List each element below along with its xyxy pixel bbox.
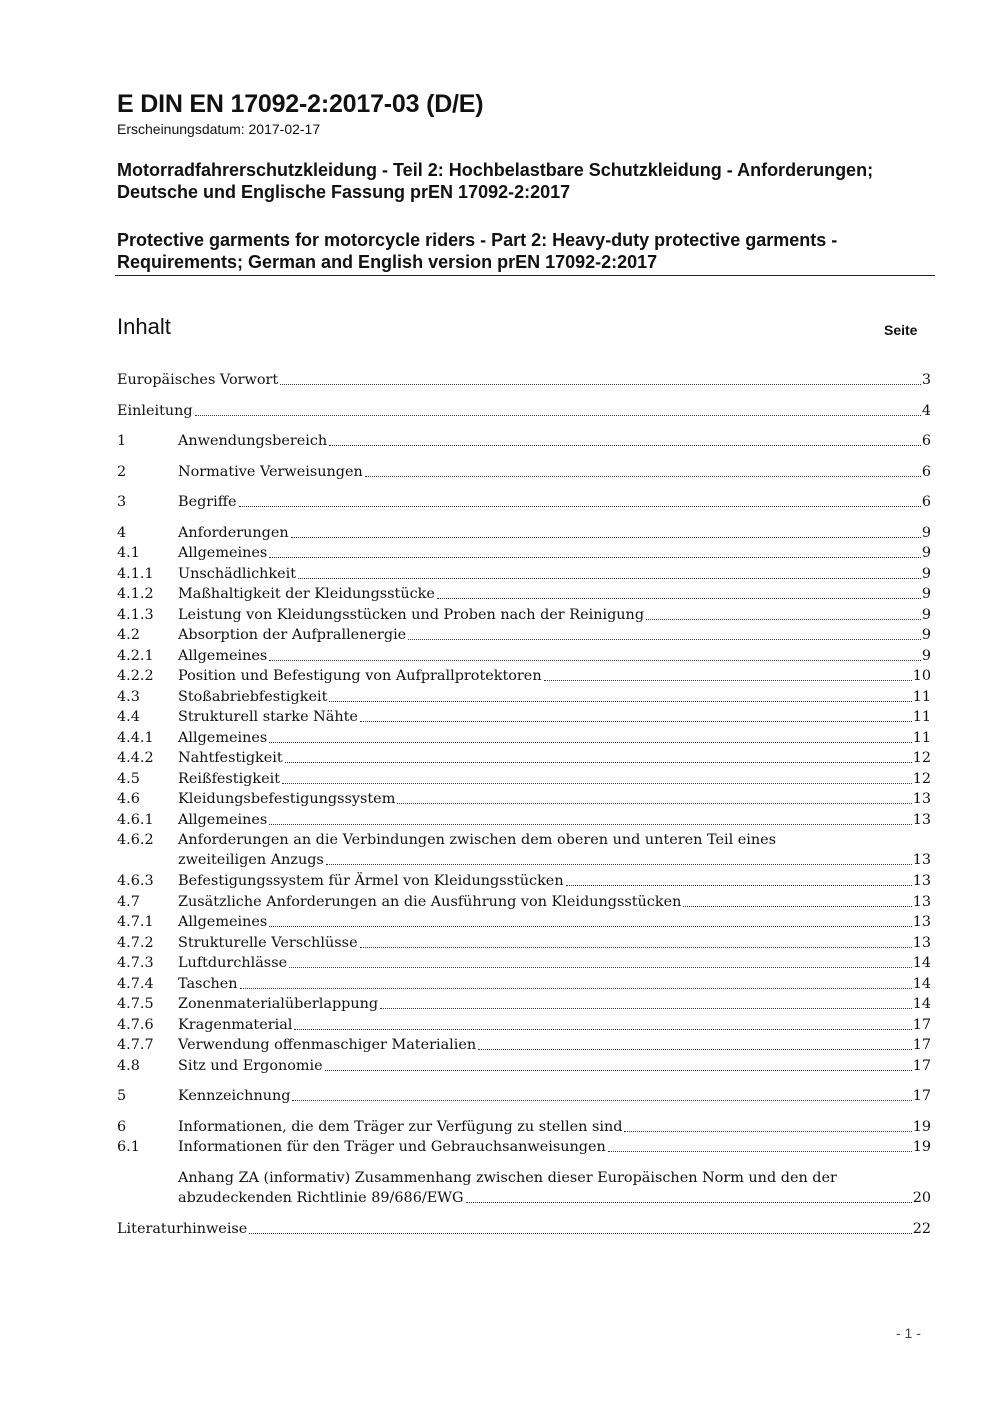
toc-entry-title: Allgemeines xyxy=(178,914,268,930)
toc-dot-leader xyxy=(294,1029,911,1030)
toc-entry-number: 4.1.1 xyxy=(117,566,154,582)
toc-entry-page: 10 xyxy=(912,668,931,684)
toc-entry-title-continuation: zweiteiligen Anzugs xyxy=(178,852,324,868)
toc-entry-page: 12 xyxy=(912,771,931,787)
toc-entry[interactable] xyxy=(117,646,931,666)
toc-entry-number: 4.1.2 xyxy=(117,586,154,602)
toc-entry-number: 4.7.1 xyxy=(117,914,154,930)
toc-entry-title: Sitz und Ergonomie xyxy=(178,1058,323,1074)
toc-entry-page: 13 xyxy=(912,914,931,930)
toc-page-column-label: Seite xyxy=(884,322,918,338)
toc-entry[interactable] xyxy=(117,748,931,768)
toc-entry[interactable] xyxy=(117,810,931,830)
toc-entry-number: 4.1 xyxy=(117,545,140,561)
toc-entry-page: 17 xyxy=(912,1088,931,1104)
toc-dot-leader xyxy=(437,598,921,599)
toc-entry-title: Taschen xyxy=(178,976,238,992)
toc-entry-title-continuation: abzudeckenden Richtlinie 89/686/EWG xyxy=(178,1190,464,1206)
toc-entry-page: 12 xyxy=(912,750,931,766)
toc-entry-number: 5 xyxy=(117,1088,127,1104)
toc-dot-leader xyxy=(360,947,912,948)
toc-dot-leader xyxy=(624,1131,911,1132)
title-english: Protective garments for motorcycle riders - Part 2: Heavy-duty protective garments - Requirements; German and English version prEN 17092-2:2017 xyxy=(117,230,838,272)
toc-entry-page: 3 xyxy=(921,372,931,388)
toc-entry[interactable] xyxy=(117,666,931,686)
toc-entry-number: 1 xyxy=(117,433,127,449)
toc-entry-page: 9 xyxy=(921,607,931,623)
toc-entry-number xyxy=(117,1168,178,1188)
toc-entry[interactable] xyxy=(117,1035,931,1055)
toc-entry-page: 13 xyxy=(912,812,931,828)
toc-dot-leader xyxy=(282,783,912,784)
toc-entry-number: 4.4 xyxy=(117,709,140,725)
toc-entry-number: 4.7.5 xyxy=(117,996,154,1012)
toc-entry[interactable] xyxy=(117,892,931,912)
toc-entry-page: 9 xyxy=(921,648,931,664)
toc-dot-leader xyxy=(380,1008,912,1009)
toc-entry-number: 6.1 xyxy=(117,1139,140,1155)
toc-dot-leader xyxy=(285,762,912,763)
toc-entry[interactable] xyxy=(117,830,931,850)
toc-entry[interactable] xyxy=(117,492,931,512)
toc-entry-title: Informationen, die dem Träger zur Verfügung zu stellen sind xyxy=(178,1119,623,1135)
toc-entry-number: 4.6 xyxy=(117,791,140,807)
toc-entry-continuation[interactable] xyxy=(117,1188,931,1208)
toc-entry[interactable] xyxy=(117,1117,931,1137)
toc-entry-page: 13 xyxy=(912,935,931,951)
toc-entry-page: 13 xyxy=(912,894,931,910)
toc-entry-page: 13 xyxy=(912,852,931,868)
toc-entry-title: Stoßabriebfestigkeit xyxy=(178,689,328,705)
toc-entry[interactable] xyxy=(117,1137,931,1157)
toc-dot-leader xyxy=(408,639,921,640)
toc-entry-number: 4.8 xyxy=(117,1058,140,1074)
toc-entry-page: 6 xyxy=(921,433,931,449)
toc-entry-title: Anwendungsbereich xyxy=(178,433,328,449)
title-divider xyxy=(115,275,935,276)
toc-dot-leader xyxy=(365,476,921,477)
toc-entry-number: 4.7 xyxy=(117,894,140,910)
toc-entry-number: 4.2.1 xyxy=(117,648,154,664)
document-id: E DIN EN 17092-2:2017-03 (D/E) xyxy=(117,90,484,118)
footer-page-number: - 1 - xyxy=(896,1325,921,1341)
toc-entry-number: 4.7.6 xyxy=(117,1017,154,1033)
toc-entry[interactable] xyxy=(117,564,931,584)
toc-entry-title: Zonenmaterialüberlappung xyxy=(178,996,379,1012)
toc-entry-number: 4.2 xyxy=(117,627,140,643)
toc-entry-number: 6 xyxy=(117,1119,127,1135)
toc-dot-leader xyxy=(329,445,921,446)
toc-entry[interactable] xyxy=(117,1015,931,1035)
toc-entry[interactable] xyxy=(117,933,931,953)
toc-dot-leader xyxy=(325,1070,912,1071)
toc-entry[interactable] xyxy=(117,605,931,625)
toc-dot-leader xyxy=(326,864,912,865)
toc-entry-page: 17 xyxy=(912,1037,931,1053)
toc-entry-title: Literaturhinweise xyxy=(117,1221,248,1237)
toc-entry-title: Anhang ZA (informativ) Zusammenhang zwischen dieser Europäischen Norm und den der xyxy=(178,1170,837,1186)
toc-entry-number: 4.6.1 xyxy=(117,812,154,828)
toc-dot-leader xyxy=(289,967,912,968)
toc-entry-page: 22 xyxy=(912,1221,931,1237)
toc-dot-leader xyxy=(397,803,911,804)
toc-dot-leader xyxy=(269,824,911,825)
toc-entry-number: 4.2.2 xyxy=(117,668,154,684)
toc-dot-leader xyxy=(544,680,912,681)
toc-entry-page: 9 xyxy=(921,545,931,561)
toc-dot-leader xyxy=(646,619,921,620)
toc-entry-page: 14 xyxy=(912,996,931,1012)
toc-entry-continuation[interactable] xyxy=(117,850,931,870)
toc-entry-title: Allgemeines xyxy=(178,730,268,746)
toc-entry[interactable] xyxy=(117,707,931,727)
toc-dot-leader xyxy=(269,742,911,743)
toc-dot-leader xyxy=(239,506,921,507)
toc-entry-page: 9 xyxy=(921,627,931,643)
toc-entry-title: Zusätzliche Anforderungen an die Ausführung von Kleidungsstücken xyxy=(178,894,682,910)
toc-entry-title: Leistung von Kleidungsstücken und Proben nach der Reinigung xyxy=(178,607,645,623)
toc-entry-title: Position und Befestigung von Aufprallprotektoren xyxy=(178,668,542,684)
toc-entry-page: 20 xyxy=(912,1190,931,1206)
toc-entry-title: Europäisches Vorwort xyxy=(117,372,279,388)
toc-entry-page: 6 xyxy=(921,494,931,510)
toc-entry-number: 2 xyxy=(117,464,127,480)
toc-dot-leader xyxy=(249,1233,911,1234)
toc-entry-title: Nahtfestigkeit xyxy=(178,750,283,766)
toc-dot-leader xyxy=(292,1100,911,1101)
toc-entry[interactable] xyxy=(117,994,931,1014)
toc-entry-title: Kragenmaterial xyxy=(178,1017,293,1033)
toc-entry-title: Informationen für den Träger und Gebrauchsanweisungen xyxy=(178,1139,606,1155)
toc-entry-page: 9 xyxy=(921,586,931,602)
toc-entry-number: 4.4.1 xyxy=(117,730,154,746)
toc-entry[interactable] xyxy=(117,1219,931,1239)
toc-entry-page: 11 xyxy=(912,709,931,725)
toc-entry-number: 4.7.4 xyxy=(117,976,154,992)
toc-dot-leader xyxy=(566,885,912,886)
toc-entry-page: 13 xyxy=(912,873,931,889)
toc-dot-leader xyxy=(466,1202,912,1203)
toc-entry-page: 19 xyxy=(912,1139,931,1155)
toc-entry-number: 4.5 xyxy=(117,771,140,787)
toc-dot-leader xyxy=(608,1151,912,1152)
toc-entry-title: Strukturelle Verschlüsse xyxy=(178,935,358,951)
toc-entry[interactable] xyxy=(117,912,931,932)
toc-dot-leader xyxy=(280,384,921,385)
toc-entry-page: 14 xyxy=(912,976,931,992)
toc-entry-title: Maßhaltigkeit der Kleidungsstücke xyxy=(178,586,435,602)
toc-entry-page: 14 xyxy=(912,955,931,971)
toc-entry-number: 3 xyxy=(117,494,127,510)
toc-dot-leader xyxy=(195,415,921,416)
toc-entry[interactable] xyxy=(117,462,931,482)
toc-entry-title: Begriffe xyxy=(178,494,237,510)
toc-entry[interactable] xyxy=(117,728,931,748)
toc-entry-title: Strukturell starke Nähte xyxy=(178,709,358,725)
toc-entry-page: 11 xyxy=(912,730,931,746)
toc-entry-title: Kleidungsbefestigungssystem xyxy=(178,791,396,807)
toc-entry-page: 13 xyxy=(912,791,931,807)
toc-entry-title: Allgemeines xyxy=(178,545,268,561)
toc-dot-leader xyxy=(269,926,911,927)
toc-heading: Inhalt xyxy=(117,314,171,339)
toc-entry[interactable] xyxy=(117,789,931,809)
toc-dot-leader xyxy=(269,660,921,661)
toc-entry[interactable] xyxy=(117,974,931,994)
toc-dot-leader xyxy=(478,1049,912,1050)
toc-entry-title: Kennzeichnung xyxy=(178,1088,291,1104)
toc-entry-title: Normative Verweisungen xyxy=(178,464,363,480)
publication-date: Erscheinungsdatum: 2017-02-17 xyxy=(117,121,321,137)
toc-entry[interactable] xyxy=(117,523,931,543)
toc-entry-page: 17 xyxy=(912,1058,931,1074)
toc-entry-number: 4.7.2 xyxy=(117,935,154,951)
toc-entry-title: Einleitung xyxy=(117,403,193,419)
toc-entry-number: 4.7.3 xyxy=(117,955,154,971)
toc-entry-title: Allgemeines xyxy=(178,648,268,664)
toc-entry[interactable] xyxy=(117,370,931,390)
toc-entry-number: 4.6.3 xyxy=(117,873,154,889)
toc-dot-leader xyxy=(298,578,921,579)
toc-entry-number: 4 xyxy=(117,525,127,541)
toc-entry[interactable] xyxy=(117,401,931,421)
toc-entry[interactable] xyxy=(117,584,931,604)
toc-dot-leader xyxy=(329,701,911,702)
toc-entry-number: 4.3 xyxy=(117,689,140,705)
toc-entry-title: Befestigungssystem für Ärmel von Kleidungsstücken xyxy=(178,873,564,889)
toc-entry-page: 6 xyxy=(921,464,931,480)
toc-entry-title: Absorption der Aufprallenergie xyxy=(178,627,407,643)
toc-entry-page: 4 xyxy=(921,403,931,419)
toc-entry-number: 4.7.7 xyxy=(117,1037,154,1053)
toc-entry[interactable] xyxy=(117,953,931,973)
toc-entry-page: 9 xyxy=(921,566,931,582)
toc-entry[interactable] xyxy=(117,543,931,563)
toc-entry-number: 4.4.2 xyxy=(117,750,154,766)
toc-entry-page: 11 xyxy=(912,689,931,705)
toc-entry-title: Allgemeines xyxy=(178,812,268,828)
toc-dot-leader xyxy=(269,557,921,558)
toc-entry-title: Anforderungen xyxy=(178,525,289,541)
toc-entry[interactable] xyxy=(117,1168,931,1188)
toc-entry[interactable] xyxy=(117,769,931,789)
toc-entry-page: 19 xyxy=(912,1119,931,1135)
toc-entry[interactable] xyxy=(117,871,931,891)
toc-entry[interactable] xyxy=(117,687,931,707)
toc-entry[interactable] xyxy=(117,1056,931,1076)
toc-entry[interactable] xyxy=(117,1086,931,1106)
toc-entry-title: Reißfestigkeit xyxy=(178,771,281,787)
toc-entry-title: Anforderungen an die Verbindungen zwischen dem oberen und unteren Teil eines xyxy=(178,832,777,848)
toc-entry-number: 4.1.3 xyxy=(117,607,154,623)
toc-dot-leader xyxy=(360,721,912,722)
toc-dot-leader xyxy=(240,988,912,989)
toc-entry-title: Verwendung offenmaschiger Materialien xyxy=(178,1037,477,1053)
toc-entry-title: Luftdurchlässe xyxy=(178,955,288,971)
toc-dot-leader xyxy=(291,537,921,538)
toc-entry-number: 4.6.2 xyxy=(117,832,154,848)
toc-entry[interactable] xyxy=(117,625,931,645)
title-german: Motorradfahrerschutzkleidung - Teil 2: Hochbelastbare Schutzkleidung - Anforderungen; Deutsche und Englische Fassung prEN 17092-2:2017 xyxy=(117,160,874,202)
toc-entry[interactable] xyxy=(117,431,931,451)
toc-entry-page: 9 xyxy=(921,525,931,541)
toc-entry-page: 17 xyxy=(912,1017,931,1033)
toc-entry-title: Unschädlichkeit xyxy=(178,566,297,582)
toc-dot-leader xyxy=(683,906,911,907)
